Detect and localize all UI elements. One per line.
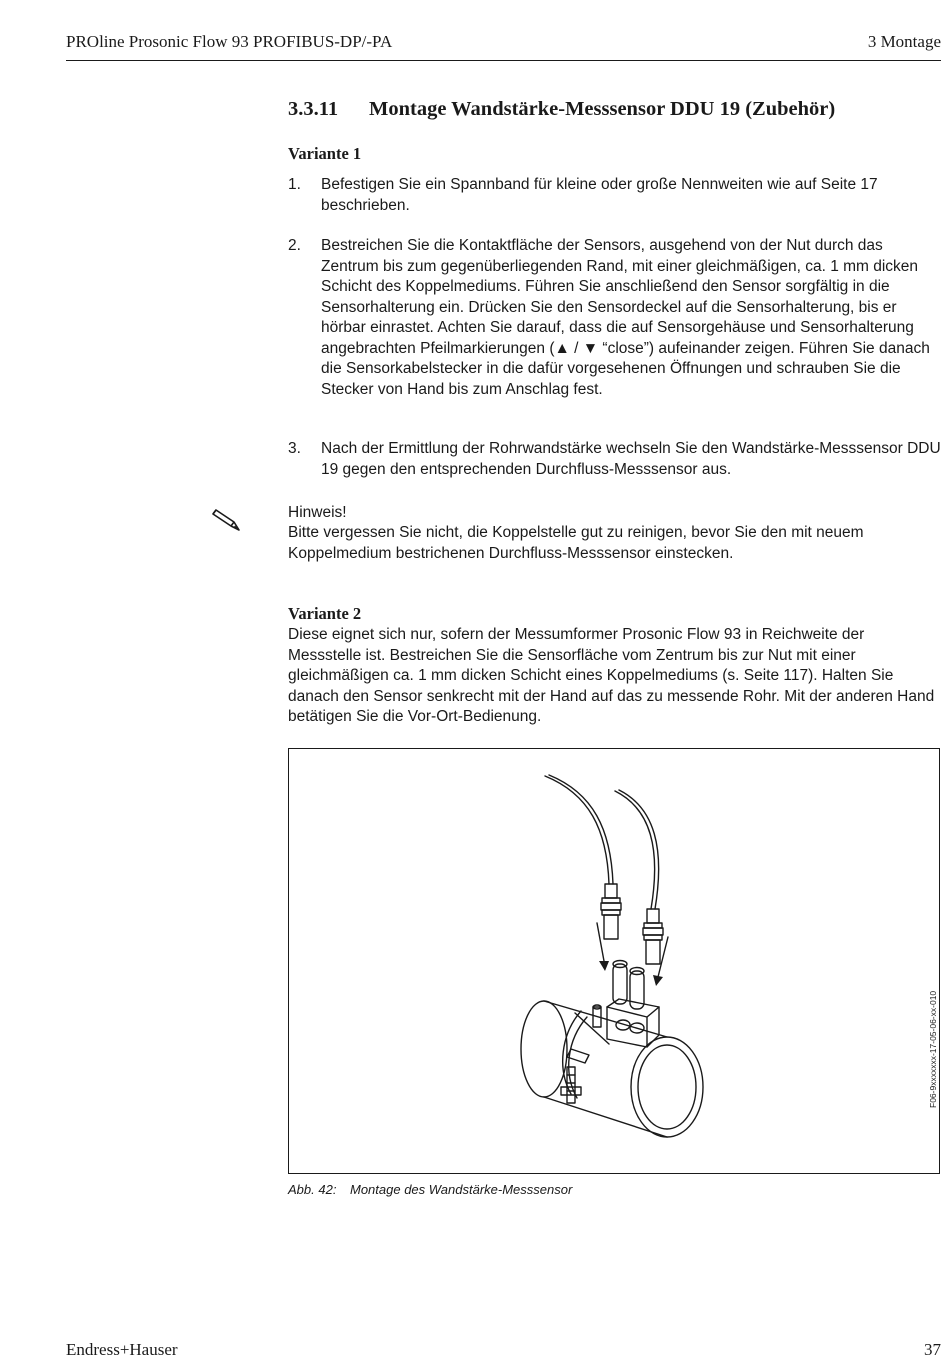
caption-text: Montage des Wandstärke-Messsensor: [350, 1182, 573, 1197]
step-item: [288, 439, 943, 480]
page-header: [66, 32, 941, 61]
section-title-text: Montage Wandstärke-Messsensor DDU 19 (Zubehör): [369, 98, 836, 120]
variant2-text: Diese eignet sich nur, sofern der Messumformer Prosonic Flow 93 in Reichweite der Messstelle ist. Bestreichen Sie die Sensorfläche vom Zentrum bis zur Nut mit einer gleichmäßigen ca. 1 mm dicken Schicht eines Koppelmediums (s. Seite 117). Halten Sie danach den Sensor senkrecht mit der Hand auf das zu messende Rohr. Mit der anderen Hand betätigen Sie die Vor-Ort-Bedienung.: [288, 626, 935, 725]
variant2-heading: Variante 2: [288, 604, 362, 623]
pencil-icon: [212, 504, 244, 532]
section-title: [288, 98, 835, 121]
header-chapter: 3 Montage: [867, 32, 941, 51]
step-number: 1.: [288, 176, 301, 193]
header-product: PROline Prosonic Flow 93 PROFIBUS-DP/-PA: [66, 32, 393, 51]
footer-brand: Endress+Hauser: [66, 1340, 178, 1359]
note-text: Bitte vergessen Sie nicht, die Koppelstelle gut zu reinigen, bevor Sie den mit neuem Koppelmedium bestrichenen Durchfluss-Messsensor einstecken.: [288, 524, 864, 562]
caption-label: Abb. 42:: [288, 1182, 337, 1197]
section-number: 3.3.11: [288, 98, 339, 120]
step-text: Befestigen Sie ein Spannband für kleine oder große Nennweiten wie auf Seite 17 beschrieben.: [321, 176, 878, 214]
step-text: Bestreichen Sie die Kontaktfläche der Sensors, ausgehend von der Nut durch das Zentrum bis zum gegenüberliegenden Rand, mit einer gleichmäßigen, ca. 1 mm dicken Schicht des Koppelmediums. Führen Sie anschließend den Sensor sorgfältig in die Sensorhalterung ein. Drücken Sie den Sensordeckel auf die Sensorhalterung, bis er hörbar einrastet. Achten Sie darauf, dass die auf Sensorgehäuse und Sensorhalterung angebrachten Pfeilmarkierungen (▲ / ▼ “close”) aufeinander zeigen. Führen Sie danach die Sensorkabelstecker in die dafür vorgesehenen Öffnungen und schrauben Sie die Stecker von Hand bis zum Anschlag fest.: [321, 237, 930, 398]
figure-frame: [288, 748, 940, 1174]
step-item: [288, 175, 943, 216]
step-number: 2.: [288, 237, 301, 254]
figure-caption: [288, 1182, 572, 1197]
note-label: Hinweis!: [288, 504, 347, 521]
figure-code: F06-9xxxxxxx-17-05-06-xx-010: [928, 990, 938, 1108]
variant1-heading: Variante 1: [288, 144, 362, 163]
step-text: Nach der Ermittlung der Rohrwandstärke wechseln Sie den Wandstärke-Messsensor DDU 19 gegen den entsprechenden Durchfluss-Messsensor aus.: [321, 440, 941, 478]
step-item: [288, 236, 943, 400]
sensor-mounting-illustration: [289, 749, 939, 1173]
page-number: 37: [924, 1340, 941, 1359]
step-number: 3.: [288, 440, 301, 457]
